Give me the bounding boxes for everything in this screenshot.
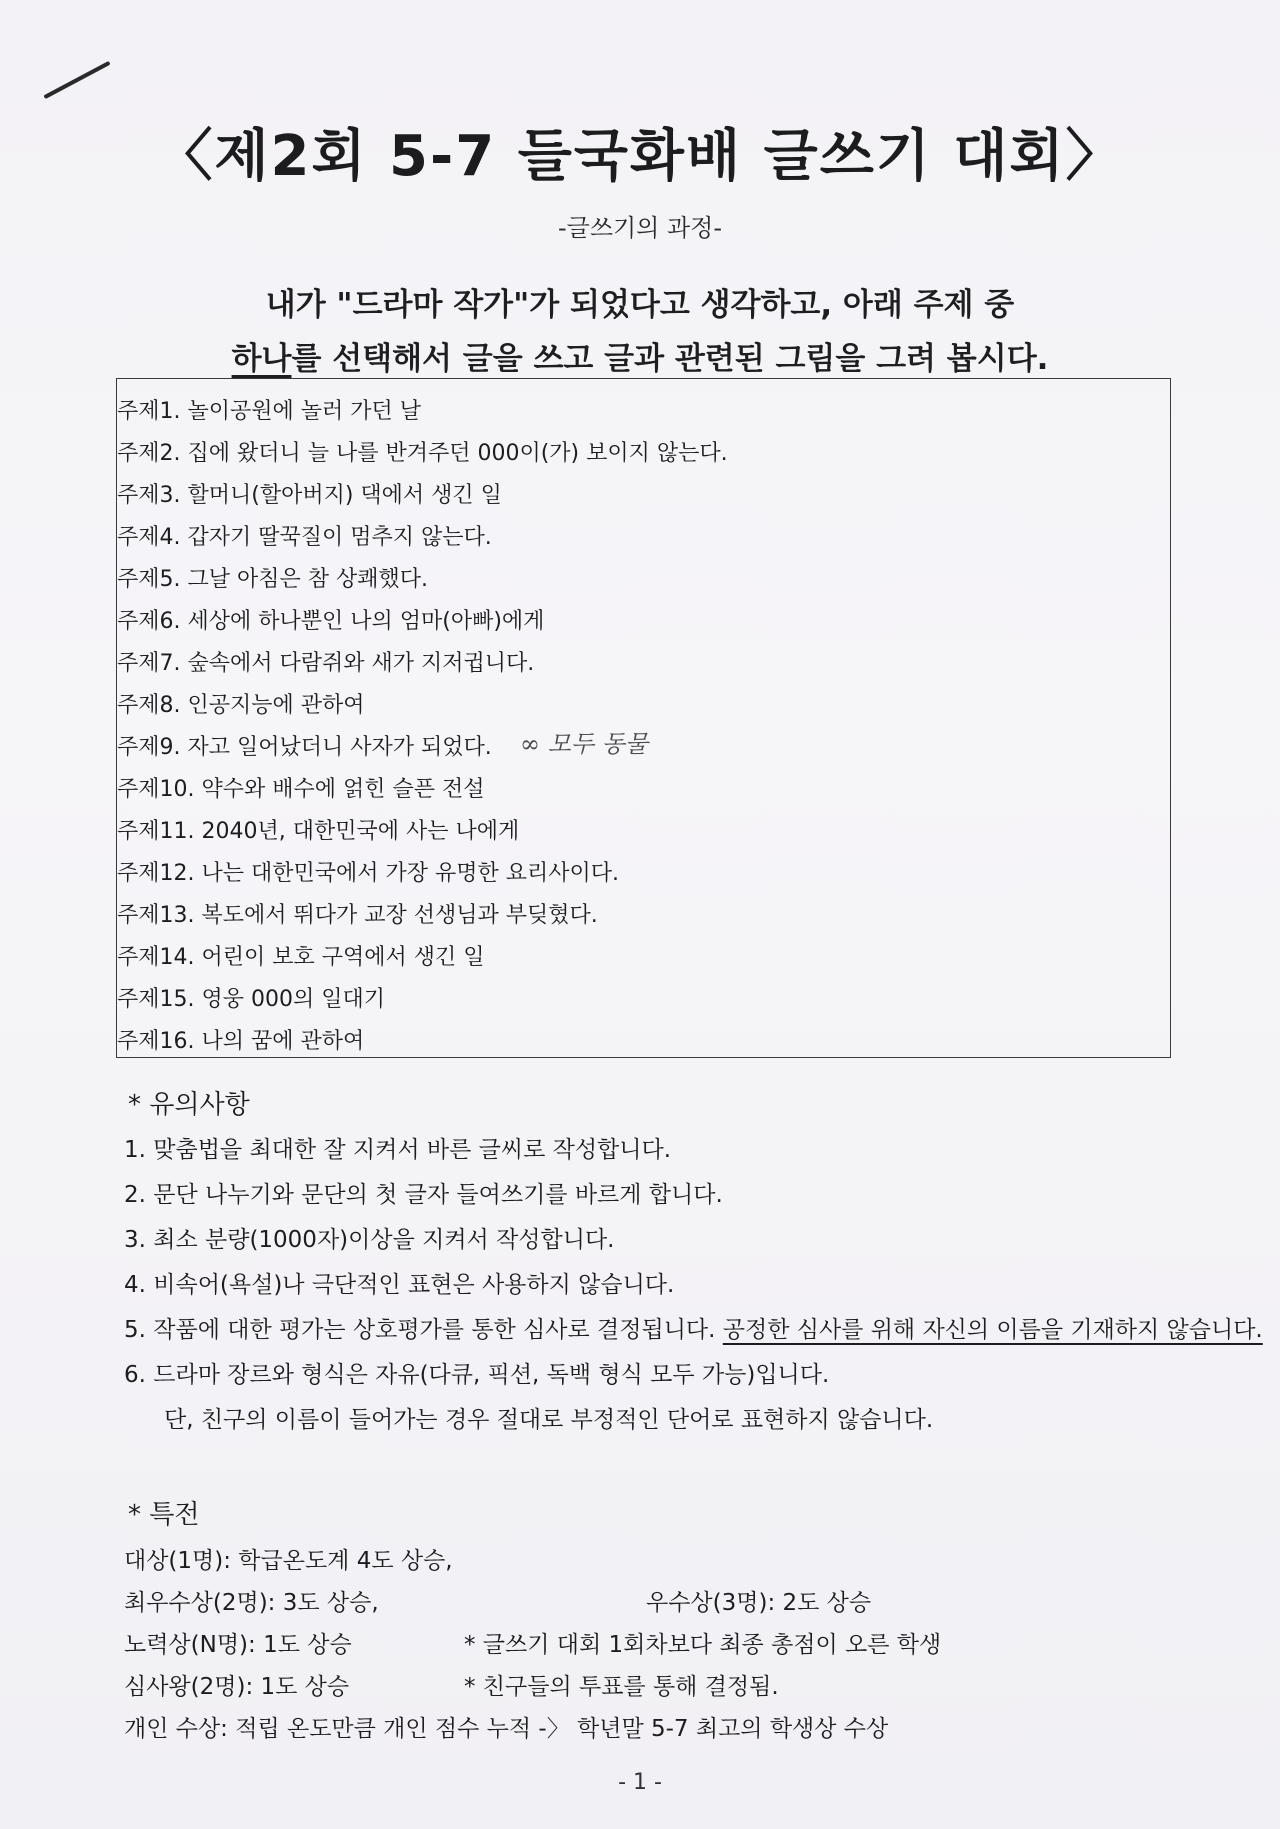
awards-heading: * 특전: [128, 1500, 200, 1530]
award-row-effort: [124, 1624, 1224, 1666]
topic-item: 주제1. 놀이공원에 놀러 가던 날: [117, 399, 421, 424]
intro-underlined-word: 하나: [231, 341, 292, 377]
note-item: 2. 문단 나누기와 문단의 첫 글자 들여쓰기를 바르게 합니다.: [124, 1182, 723, 1208]
topic-item: 주제12. 나는 대한민국에서 가장 유명한 요리사이다.: [117, 861, 619, 886]
topic-item: 주제11. 2040년, 대한민국에 사는 나에게: [117, 819, 520, 844]
page-number: - 1 -: [618, 1770, 662, 1795]
award-judge: 심사왕(2명): 1도 상승: [124, 1674, 350, 1700]
topic-item: 주제10. 약수와 배수에 얽힌 슬픈 전설: [117, 777, 485, 802]
award-personal: 개인 수상: 적립 온도만큼 개인 점수 누적 -〉 학년말 5-7 최고의 학생상 수상: [124, 1716, 889, 1742]
topic-item: 주제2. 집에 왔더니 늘 나를 반겨주던 000이(가) 보이지 않는다.: [117, 441, 728, 466]
handwritten-note: ∞ 모두 동물: [520, 730, 648, 758]
intro-text: [0, 278, 1280, 386]
award-effort-note: * 글쓰기 대회 1회차보다 최종 총점이 오른 학생: [464, 1632, 942, 1658]
note-item-6-continued: 단, 친구의 이름이 들어가는 경우 절대로 부정적인 단어로 표현하지 않습니다.: [164, 1407, 934, 1433]
award-grand: 대상(1명): 학급온도계 4도 상승,: [124, 1548, 453, 1574]
pin-mark: [43, 61, 110, 99]
topic-item: 주제13. 복도에서 뛰다가 교장 선생님과 부딪혔다.: [117, 903, 598, 928]
award-judge-note: * 친구들의 투표를 통해 결정됨.: [464, 1674, 779, 1700]
awards-list: [124, 1540, 1224, 1750]
intro-line-2-rest: 를 선택해서 글을 쓰고 글과 관련된 그림을 그려 봅시다.: [291, 341, 1049, 377]
notes-list: [124, 1128, 1263, 1443]
topic-item: 주제8. 인공지능에 관하여: [117, 693, 365, 718]
topic-item: 주제16. 나의 꿈에 관하여: [117, 1029, 365, 1054]
topic-item: 주제3. 할머니(할아버지) 댁에서 생긴 일: [117, 483, 502, 508]
topic-item: 주제5. 그날 아침은 참 상쾌했다.: [117, 567, 428, 592]
notes-heading: * 유의사항: [128, 1090, 250, 1120]
topic-item: 주제7. 숲속에서 다람쥐와 새가 지저귑니다.: [117, 651, 535, 676]
award-top: 최우수상(2명): 3도 상승,: [124, 1590, 379, 1616]
award-row-top: [124, 1582, 1224, 1624]
award-row-judge: [124, 1666, 1224, 1708]
note-item-5: [124, 1308, 1263, 1353]
document-subtitle: -글쓰기의 과정-: [557, 214, 723, 242]
topic-item: 주제6. 세상에 하나뿐인 나의 엄마(아빠)에게: [117, 609, 545, 634]
award-effort: 노력상(N명): 1도 상승: [124, 1632, 352, 1658]
note-item: 4. 비속어(욕설)나 극단적인 표현은 사용하지 않습니다.: [124, 1272, 675, 1298]
topic-item: 주제15. 영웅 000의 일대기: [117, 987, 385, 1012]
award-excellence: 우수상(3명): 2도 상승: [646, 1590, 872, 1616]
topic-list-box: [116, 378, 1171, 1058]
note-5-text: 5. 작품에 대한 평가는 상호평가를 통한 심사로 결정됩니다.: [124, 1317, 723, 1343]
topic-item: 주제9. 자고 일어났더니 사자가 되었다.: [117, 735, 492, 760]
intro-line-1: 내가 "드라마 작가"가 되었다고 생각하고, 아래 주제 중: [265, 287, 1015, 323]
note-item-6: 6. 드라마 장르와 형식은 자유(다큐, 픽션, 독백 형식 모두 가능)입니다.: [124, 1362, 830, 1388]
topic-item: 주제14. 어린이 보호 구역에서 생긴 일: [117, 945, 485, 970]
topic-item: 주제4. 갑자기 딸꾹질이 멈추지 않는다.: [117, 525, 492, 550]
note-item: 3. 최소 분량(1000자)이상을 지켜서 작성합니다.: [124, 1227, 615, 1253]
note-5-underlined: 공정한 심사를 위해 자신의 이름을 기재하지 않습니다.: [722, 1317, 1263, 1343]
note-item: 1. 맞춤법을 최대한 잘 지켜서 바른 글씨로 작성합니다.: [124, 1137, 672, 1163]
document-title: 〈제2회 5-7 들국화배 글쓰기 대회〉: [156, 124, 1124, 189]
